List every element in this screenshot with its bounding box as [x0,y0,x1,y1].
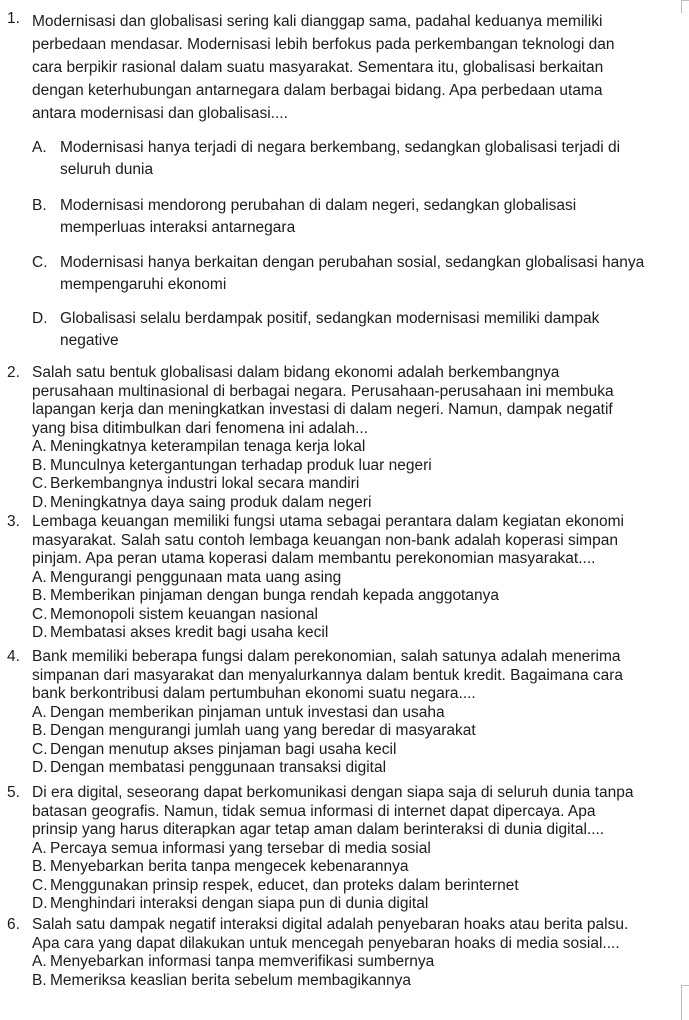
question-number: 1. [7,10,20,27]
stem-line: simpanan dari masyarakat dan menyalurkannya dalam bentuk kredit. Bagaimana cara [32,666,624,684]
stem-line: Salah satu dampak negatif interaksi digital adalah penyebaran hoaks atau berita palsu. [32,916,629,933]
question-number: 3. [7,513,20,530]
option-text: Mengurangi penggunaan mata uang asing [50,568,342,586]
stem-line: yang bisa ditimbulkan dari fenomena ini adalah... [32,419,369,437]
option-text [60,195,576,239]
option-label: B. [32,971,47,989]
option-label: B. [32,587,47,604]
option-text: Membatasi akses kredit bagi usaha kecil [50,624,329,641]
option-label: A. [32,568,47,586]
option-text: Percaya semua informasi yang tersebar di media sosial [50,839,431,857]
option-text [60,252,644,296]
stem-line: pinjam. Apa peran utama koperasi dalam membantu perekonomian masyarakat.... [32,550,596,567]
option-text: Menyebarkan berita tanpa mengecek kebenarannya [50,858,409,875]
option-label: D. [32,759,48,776]
option-text: Menggunakan prinsip respek, educet, dan proteks dalam berinternet [50,876,519,894]
option-text: Dengan menutup akses pinjaman bagi usaha kecil [50,740,397,758]
option-label: C. [32,740,48,758]
question-number: 2. [7,364,20,381]
stem-line: Di era digital, seseorang dapat berkomunikasi dengan siapa saja di seluruh dunia tanpa [32,784,634,801]
option-text: Menghindari interaksi dengan siapa pun di dunia digital [50,895,429,912]
question-stem [32,784,633,840]
option-text: Meningkatnya keterampilan tenaga kerja lokal [50,438,366,455]
option-label: A. [32,438,47,455]
stem-line: antara modernisasi dan globalisasi.... [32,105,288,122]
option-line: seluruh dunia [60,161,154,178]
option-text: Memonopoli sistem keuangan nasional [50,605,318,623]
question-stem [32,364,614,438]
option-label: B. [32,722,47,739]
option-text [60,308,599,352]
option-label: A. [32,839,47,857]
option-line: Modernisasi hanya terjadi di negara berkembang, sedangkan globalisasi terjadi di [60,139,621,156]
option-text: Dengan mengurangi jumlah uang yang beredar di masyarakat [50,722,476,739]
option-text: Memberikan pinjaman dengan bunga rendah kepada anggotanya [50,587,499,604]
question-number: 5. [7,784,20,801]
option-label: B. [32,197,47,214]
question-number: 4. [7,648,20,665]
option-line: negative [60,332,119,349]
option-line: memperluas interaksi antarnegara [60,219,296,236]
stem-line: dengan keterhubungan antarnegara dalam berbagai bidang. Apa perbedaan utama [32,82,603,99]
option-text: Menyebarkan informasi tanpa memverifikasi sumbernya [50,953,435,970]
stem-line: masyarakat. Salah satu contoh lembaga keuangan non-bank adalah koperasi simpan [32,531,618,549]
question-number: 6. [7,916,20,933]
option-label: C. [32,605,48,623]
option-label: B. [32,456,47,474]
option-text: Dengan memberikan pinjaman untuk investasi dan usaha [50,703,445,721]
option-text: Meningkatnya daya saing produk dalam negeri [50,493,372,511]
option-label: A. [32,139,47,156]
scan-corner-mark [681,0,689,13]
question-stem [32,10,615,125]
stem-line: Bank memiliki beberapa fungsi dalam perekonomian, salah satunya adalah menerima [32,648,621,665]
option-label: C. [32,876,48,894]
scan-corner-mark [681,985,689,1020]
stem-line: cara berpikir rasional dalam suatu masyarakat. Sementara itu, globalisasi berkaitan [32,59,604,76]
option-text: Memeriksa keaslian berita sebelum membagikannya [50,971,411,989]
stem-line: Apa cara yang dapat dilakukan untuk mencegah penyebaran hoaks di media sosial.... [32,934,620,952]
stem-line: lapangan kerja dan meningkatkan investasi di dalam negeri. Namun, dampak negatif [32,401,613,418]
option-text [60,137,620,181]
stem-line: Salah satu bentuk globalisasi dalam bidang ekonomi adalah berkembangnya [32,364,560,381]
stem-line: bank berkontribusi dalam pertumbuhan ekonomi suatu negara.... [32,685,476,702]
option-line: Modernisasi mendorong perubahan di dalam negeri, sedangkan globalisasi [60,197,577,214]
stem-line: Modernisasi dan globalisasi sering kali dianggap sama, padahal keduanya memiliki [32,13,603,30]
option-label: D. [32,493,48,511]
option-text: Berkembangnya industri lokal secara mandiri [50,475,360,492]
option-label: D. [32,895,48,912]
question-stem [32,648,623,704]
stem-line: perusahaan multinasional di berbagai negara. Perusahaan-perusahaan ini membuka [32,382,614,400]
option-text: Munculnya ketergantungan terhadap produk luar negeri [50,456,432,474]
option-line: Modernisasi hanya berkaitan dengan perubahan sosial, sedangkan globalisasi hanya [60,254,645,271]
question-stem [32,916,628,953]
option-label: D. [32,624,48,641]
stem-line: batasan geografis. Namun, tidak semua informasi di internet dapat dipercaya. Apa [32,802,596,820]
question-stem [32,513,624,569]
option-line: mempengaruhi ekonomi [60,276,227,293]
stem-line: prinsip yang harus diterapkan agar tetap aman dalam berinteraksi di dunia digital.... [32,821,605,838]
option-label: D. [32,310,48,327]
option-label: C. [32,254,48,271]
option-label: A. [32,953,47,970]
option-line: Globalisasi selalu berdampak positif, sedangkan modernisasi memiliki dampak [60,310,600,327]
option-label: C. [32,475,48,492]
option-text: Dengan membatasi penggunaan transaksi digital [50,759,387,776]
option-label: A. [32,703,47,721]
stem-line: perbedaan mendasar. Modernisasi lebih berfokus pada perkembangan teknologi dan [32,36,615,53]
stem-line: Lembaga keuangan memiliki fungsi utama sebagai perantara dalam kegiatan ekonomi [32,513,624,530]
option-label: B. [32,858,47,875]
